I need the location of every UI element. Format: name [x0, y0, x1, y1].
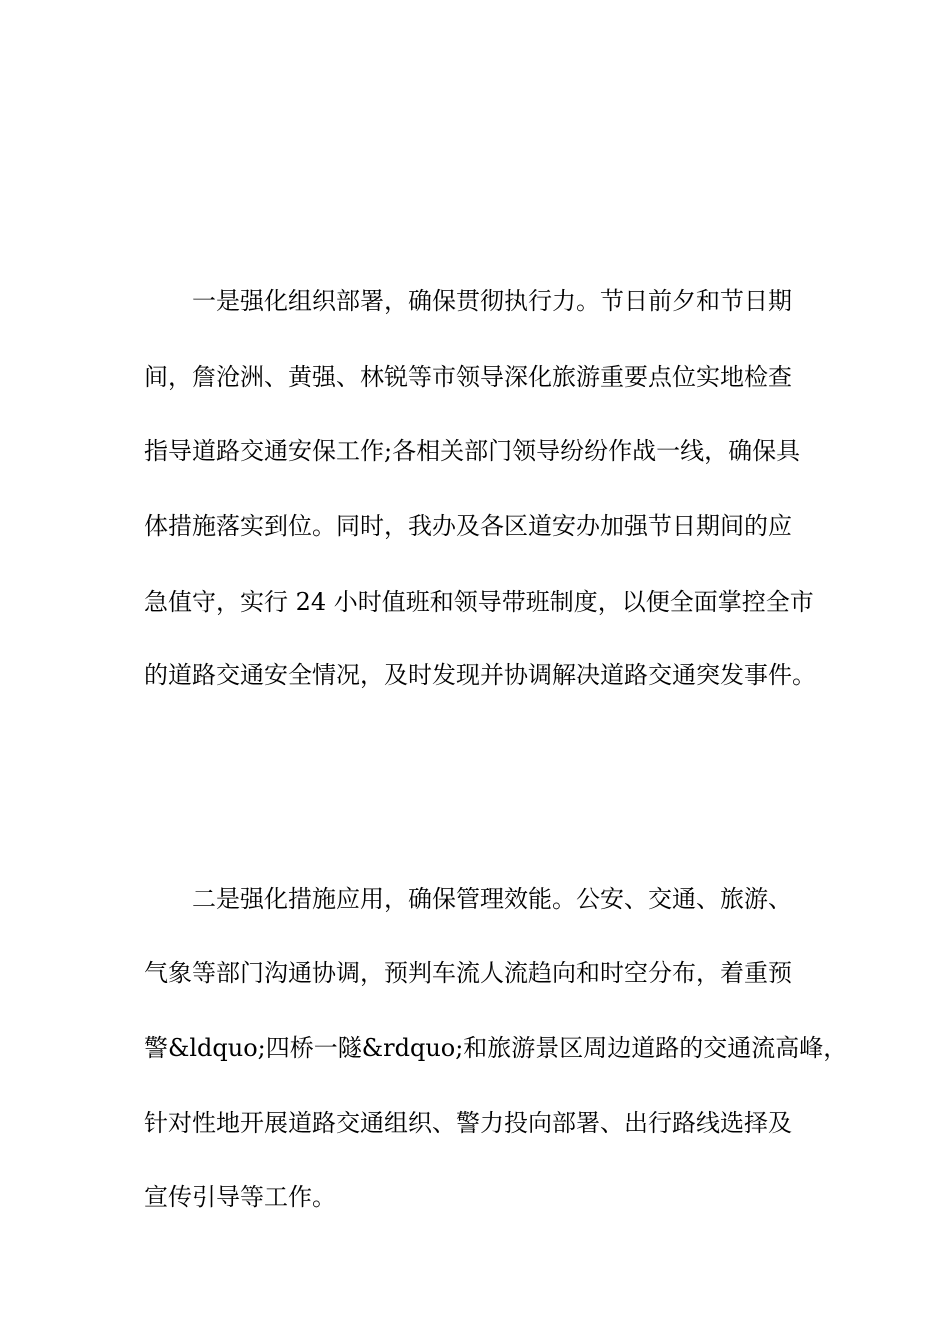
paragraph-1-line-3: 指导道路交通安保工作;各相关部门领导纷纷作战一线，确保具	[144, 437, 801, 465]
paragraph-1-line-6: 的道路交通安全情况，及时发现并协调解决道路交通突发事件。	[144, 661, 816, 689]
paragraph-2-line-5: 宣传引导等工作。	[144, 1183, 336, 1211]
paragraph-2-line-3: 警&ldquo;四桥一隧&rdquo;和旅游景区周边道路的交通流高峰，	[144, 1034, 848, 1062]
paragraph-2-line-4: 针对性地开展道路交通组织、警力投向部署、出行路线选择及	[144, 1109, 792, 1137]
paragraph-1-line-5: 急值守，实行 24 小时值班和领导带班制度，以便全面掌控全市	[144, 588, 814, 616]
paragraph-1-line-4: 体措施落实到位。同时，我办及各区道安办加强节日期间的应	[144, 512, 792, 540]
paragraph-2-line-1: 二是强化措施应用，确保管理效能。公安、交通、旅游、	[192, 885, 792, 913]
paragraph-1-line-2: 间，詹沧洲、黄强、林锐等市领导深化旅游重要点位实地检查	[144, 363, 792, 391]
paragraph-1-line-1: 一是强化组织部署，确保贯彻执行力。节日前夕和节日期	[192, 287, 792, 315]
paragraph-2-line-2: 气象等部门沟通协调，预判车流人流趋向和时空分布，着重预	[144, 959, 792, 987]
